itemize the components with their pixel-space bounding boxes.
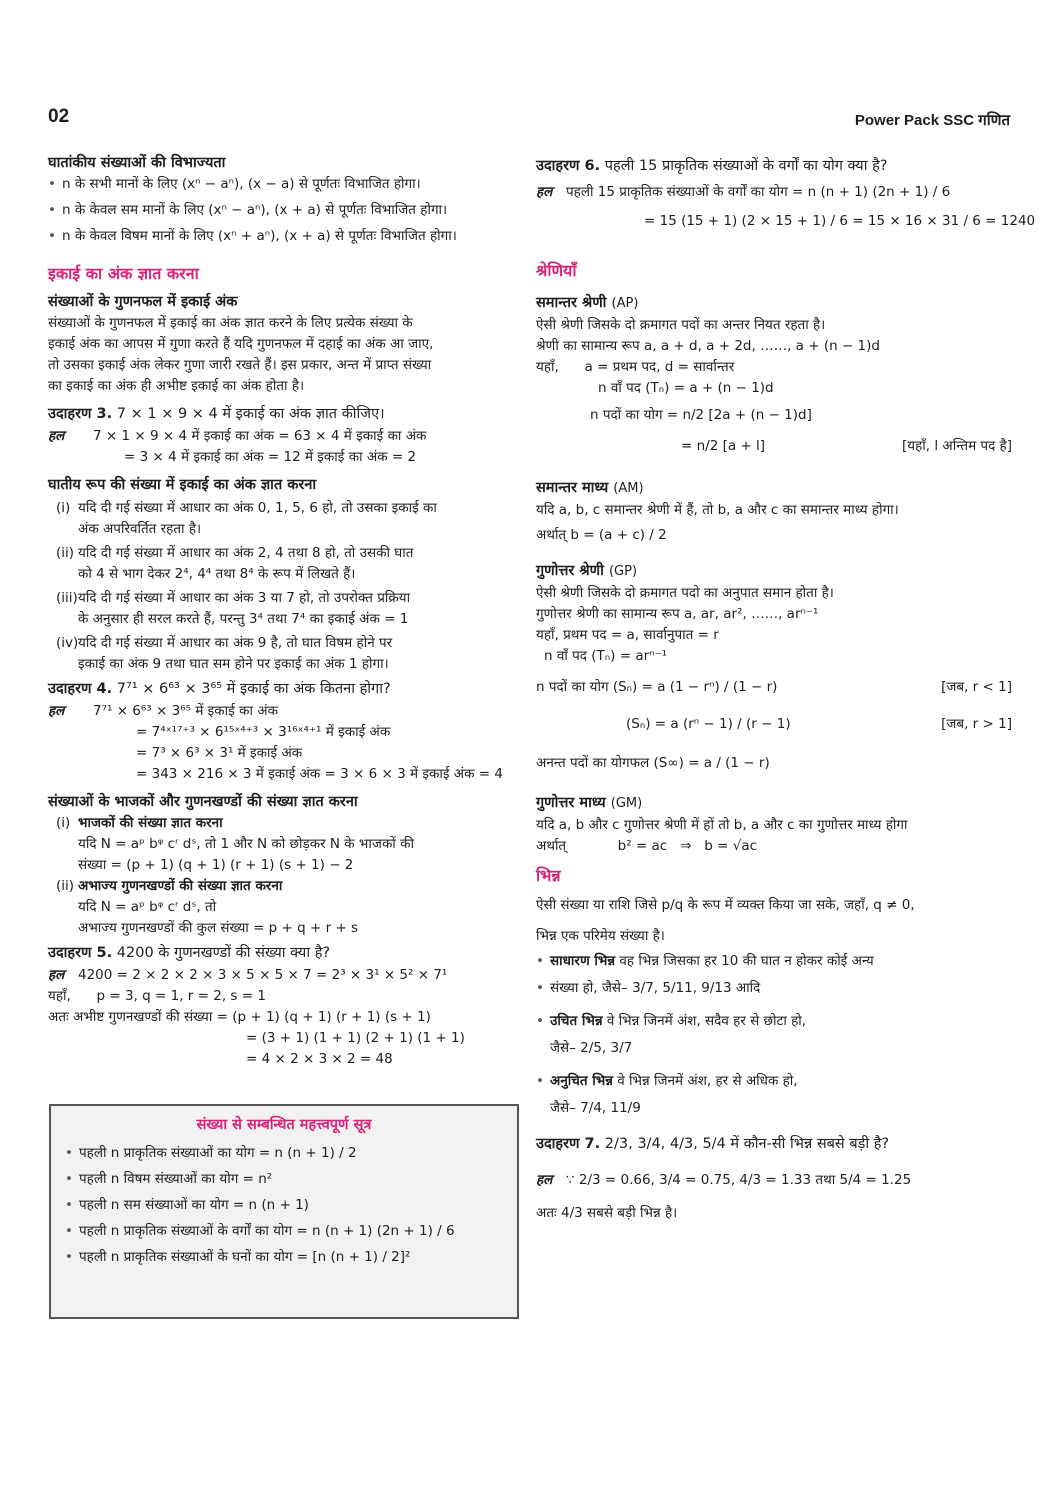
fraction-heading: भिन्न (536, 866, 561, 885)
paragraph-line: का इकाई का अंक ही अभीष्ट इकाई का अंक होता है। (48, 378, 305, 394)
ap-line: श्रेणी का सामान्य रूप a, a + d, a + 2d, ……, a + (n − 1)d (536, 338, 880, 354)
solution-line: = 343 × 216 × 3 में इकाई अंक = 3 × 6 × 3 में इकाई अंक = 4 (136, 766, 503, 782)
solution-text: 7⁷¹ × 6⁶³ × 3⁶⁵ में इकाई का अंक (93, 703, 278, 719)
rule-marker: (iv) (56, 635, 79, 651)
rule-marker: (iii) (56, 590, 78, 606)
rule-title: भाजकों की संख्या ज्ञात करना (78, 815, 223, 831)
gp-line: अनन्त पदों का योगफल (S∞) = a / (1 − r) (536, 755, 770, 771)
factor-line: यदि N = aᵖ bᵠ cʳ dˢ, तो 1 और N को छोड़कर N के भाजकों की (78, 836, 414, 852)
factor-line: अभाज्य गुणनखण्डों की कुल संख्या = p + q + r + s (78, 920, 359, 936)
solution-text: 4200 = 2 × 2 × 2 × 3 × 5 × 5 × 7 = 2³ × 3¹ × 5² × 7¹ (78, 967, 448, 983)
fraction-type-line: जैसे– 7/4, 11/9 (550, 1100, 641, 1116)
ap-abbr: (AP) (611, 296, 639, 311)
solution-line: = (3 + 1) (1 + 1) (2 + 1) (1 + 1) (246, 1030, 465, 1046)
fraction-type-line (536, 978, 1012, 999)
example-text: 4200 के गुणनखण्डों की संख्या क्या है? (116, 945, 331, 961)
formula-item: • पहली n सम संख्याओं का योग = n (n + 1) (65, 1192, 503, 1218)
rule-title: अभाज्य गुणनखण्डों की संख्या ज्ञात करना (78, 878, 283, 894)
example-label: उदाहरण 6. (536, 158, 601, 174)
gm-heading (536, 792, 1012, 815)
formula-item: • पहली n प्राकृतिक संख्याओं के घनों का योग = [n (n + 1) / 2]² (65, 1244, 503, 1270)
gp-sum-formula: n पदों का योग (Sₙ) = a (1 − rⁿ) / (1 − r) (536, 679, 778, 695)
divisibility-item: • n के सभी मानों के लिए (xⁿ − aⁿ), (x − a) से पूर्णतः विभाजित होगा। (48, 174, 523, 195)
book-title: Power Pack SSC गणित (854, 112, 1010, 129)
solution-line: = 3 × 4 में इकाई का अंक = 12 में इकाई का अंक = 2 (124, 449, 417, 465)
example-7 (536, 1133, 1012, 1156)
gp-line: ऐसी श्रेणी जिसके दो क्रमागत पदो का अनुपात समान होता है। (536, 585, 834, 601)
example-6 (536, 155, 1012, 178)
power-unit-heading: घातीय रूप की संख्या में इकाई का अंक ज्ञात करना (48, 477, 317, 493)
rule-text: यदि दी गई संख्या में आधार का अंक 3 या 7 हो, तो उपरोक्त प्रक्रिया (78, 590, 411, 606)
fraction-line: भिन्न एक परिमेय संख्या है। (536, 928, 665, 944)
solution-line: अतः 4/3 सबसे बड़ी भिन्न है। (536, 1205, 678, 1221)
gp-line: गुणोत्तर श्रेणी का सामान्य रूप a, ar, ar², ……, arⁿ⁻¹ (536, 606, 819, 622)
am-heading (536, 477, 1012, 500)
rule-text: इकाई का अंक 9 तथा घात सम होने पर इकाई का अंक 1 होगा। (78, 656, 389, 672)
am-abbr: (AM) (613, 481, 644, 496)
paragraph-line: तो उसका इकाई अंक लेकर गुणा जारी रखते हैं। इस प्रकार, अन्त में प्राप्त संख्या (48, 357, 432, 373)
formula-box-title: संख्या से सम्बन्धित महत्त्वपूर्ण सूत्र (196, 1117, 372, 1133)
left-column (48, 148, 523, 1070)
formula-item: • पहली n प्राकृतिक संख्याओं का योग = n (n + 1) / 2 (65, 1140, 503, 1166)
fraction-term: अनुचित भिन्न (550, 1073, 613, 1089)
rule-marker: (ii) (56, 545, 75, 561)
rule-line (48, 498, 523, 519)
factor-line: संख्या = (p + 1) (q + 1) (r + 1) (s + 1) − 2 (78, 857, 354, 873)
gp-note: [जब, r > 1] (941, 716, 1012, 732)
example-3 (48, 403, 523, 426)
ap-line (536, 436, 1012, 457)
paragraph-line: इकाई अंक का आपस में गुणा करते हैं यदि गुणनफल में दहाई का अंक आ जाए, (48, 336, 434, 352)
example-text: पहली 15 प्राकृतिक संख्याओं के वर्गों का योग क्या है? (604, 158, 888, 174)
solution-label: हल (536, 1172, 553, 1188)
gm-line: यदि a, b और c गुणोत्तर श्रेणी में हों तो b, a और c का गुणोत्तर माध्य होगा (536, 817, 908, 833)
solution-line (48, 426, 523, 447)
rule-marker: (i) (56, 500, 71, 516)
ap-note: [यहाँ, l अन्तिम पद है] (902, 438, 1012, 454)
series-heading: श्रेणियाँ (536, 261, 577, 280)
rule-text: यदि दी गई संख्या में आधार का अंक 9 है, तो घात विषम होने पर (78, 635, 393, 651)
gp-note: [जब, r < 1] (941, 679, 1012, 695)
rule-text: के अनुसार ही सरल करते हैं, परन्तु 3⁴ तथा 7⁴ का इकाई अंक = 1 (78, 611, 409, 627)
factors-heading: संख्याओं के भाजकों और गुणनखण्डों की संख्या ज्ञात करना (48, 794, 358, 810)
solution-line: = 7³ × 6³ × 3¹ में इकाई अंक (136, 745, 303, 761)
ap-line: यहाँ, a = प्रथम पद, d = सार्वान्तर (536, 359, 735, 375)
factor-rule (48, 876, 523, 897)
fraction-line: ऐसी संख्या या राशि जिसे p/q के रूप में व्यक्त किया जा सके, जहाँ, q ≠ 0, (536, 897, 915, 913)
gp-line (536, 677, 1012, 698)
rule-text: यदि दी गई संख्या में आधार का अंक 0, 1, 5, 6 हो, तो उसका इकाई का (78, 500, 437, 516)
ap-sum-formula: = n/2 [a + l] (681, 438, 766, 454)
factor-rule (48, 813, 523, 834)
fraction-type-line: जैसे– 2/5, 3/7 (550, 1040, 633, 1056)
rule-line (48, 543, 523, 564)
paragraph-line: संख्याओं के गुणनफल में इकाई का अंक ज्ञात करने के लिए प्रत्येक संख्या के (48, 315, 413, 331)
right-column (536, 152, 1036, 1224)
solution-text: 7 × 1 × 9 × 4 में इकाई का अंक = 63 × 4 में इकाई का अंक (93, 428, 427, 444)
example-label: उदाहरण 3. (48, 406, 113, 422)
unit-digit-heading: इकाई का अंक ज्ञात करना (48, 264, 199, 283)
solution-line (536, 1170, 1012, 1191)
rule-line (48, 564, 523, 585)
am-title: समान्तर माध्य (536, 480, 609, 496)
divisibility-item: • n के केवल सम मानों के लिए (xⁿ − aⁿ), (x + a) से पूर्णतः विभाजित होगा। (48, 200, 523, 221)
example-label: उदाहरण 4. (48, 681, 113, 697)
solution-label: हल (48, 428, 65, 444)
solution-line (536, 182, 1012, 203)
gp-heading (536, 560, 1012, 583)
rule-text: यदि दी गई संख्या में आधार का अंक 2, 4 तथा 8 हो, तो उसकी घात (78, 545, 414, 561)
rule-line (48, 588, 523, 609)
gm-abbr: (GM) (610, 796, 643, 811)
solution-label: हल (48, 703, 65, 719)
rule-line (48, 654, 523, 675)
solution-label: हल (536, 184, 553, 200)
gp-abbr: (GP) (608, 564, 638, 579)
ap-heading (536, 292, 1012, 315)
gp-line: यहाँ, प्रथम पद = a, सार्वानुपात = r (536, 627, 719, 643)
example-text: 7 × 1 × 9 × 4 में इकाई का अंक ज्ञात कीजिए। (116, 406, 385, 422)
solution-line (48, 965, 523, 986)
rule-line (48, 609, 523, 630)
am-line: अर्थात् b = (a + c) / 2 (536, 527, 667, 543)
gm-line: अर्थात् b² = ac ⇒ b = √ac (536, 838, 758, 854)
divisibility-title: घातांकीय संख्याओं की विभाज्यता (48, 155, 226, 171)
ap-line: ऐसी श्रेणी जिसके दो क्रमागत पदों का अन्तर नियत रहता है। (536, 317, 826, 333)
solution-line: = 4 × 2 × 3 × 2 = 48 (246, 1051, 393, 1067)
fraction-term: साधारण भिन्न (550, 953, 616, 969)
formula-item: • पहली n प्राकृतिक संख्याओं के वर्गों का योग = n (n + 1) (2n + 1) / 6 (65, 1218, 503, 1244)
fraction-desc: वे भिन्न जिनमें अंश, हर से अधिक हो, (617, 1073, 798, 1089)
solution-line (48, 701, 523, 722)
ap-line: n पदों का योग = n/2 [2a + (n − 1)d] (590, 407, 812, 423)
solution-text: पहली 15 प्राकृतिक संख्याओं के वर्गों का योग = n (n + 1) (2n + 1) / 6 (566, 184, 951, 200)
formula-box (49, 1104, 519, 1319)
fraction-term: उचित भिन्न (550, 1013, 603, 1029)
ap-line: n वाँ पद (Tₙ) = a + (n − 1)d (598, 380, 774, 396)
ap-title: समान्तर श्रेणी (536, 295, 607, 311)
fraction-type (536, 951, 1012, 972)
solution-text: ∵ 2/3 = 0.66, 3/4 = 0.75, 4/3 = 1.33 तथा 5/4 = 1.25 (566, 1172, 912, 1188)
fraction-desc: वह भिन्न जिसका हर 10 की घात न होकर कोई अन्य (619, 953, 874, 969)
solution-line: = 7⁴ˣ¹⁷⁺³ × 6¹⁵ˣ⁴⁺³ × 3¹⁶ˣ⁴⁺¹ में इकाई अंक (136, 724, 391, 740)
example-label: उदाहरण 5. (48, 945, 113, 961)
solution-line: अतः अभीष्ट गुणनखण्डों की संख्या = (p + 1) (q + 1) (r + 1) (s + 1) (48, 1009, 431, 1025)
rule-line (48, 633, 523, 654)
example-label: उदाहरण 7. (536, 1136, 601, 1152)
gp-sum-formula: (Sₙ) = a (rⁿ − 1) / (r − 1) (626, 716, 791, 732)
rule-text: को 4 से भाग देकर 2⁴, 4⁴ तथा 8⁴ के रूप में लिखते हैं। (78, 566, 356, 582)
fraction-type (536, 1071, 1012, 1092)
fraction-desc: वे भिन्न जिनमें अंश, सदैव हर से छोटा हो, (606, 1013, 807, 1029)
rule-marker: (i) (56, 815, 71, 831)
gp-line: n वाँ पद (Tₙ) = arⁿ⁻¹ (544, 648, 668, 664)
unit-digit-subheading: संख्याओं के गुणनफल में इकाई अंक (48, 294, 238, 310)
gm-title: गुणोत्तर माध्य (536, 795, 606, 811)
gp-title: गुणोत्तर श्रेणी (536, 563, 604, 579)
example-text: 2/3, 3/4, 4/3, 5/4 में कौन-सी भिन्न सबसे बड़ी है? (604, 1136, 890, 1152)
solution-line: = 15 (15 + 1) (2 × 15 + 1) / 6 = 15 × 16 × 31 / 6 = 1240 (644, 213, 1036, 229)
example-text: 7⁷¹ × 6⁶³ × 3⁶⁵ में इकाई का अंक कितना होगा? (116, 681, 391, 697)
am-line: यदि a, b, c समान्तर श्रेणी में हैं, तो b, a और c का समान्तर माध्य होगा। (536, 502, 899, 518)
rule-line (48, 519, 523, 540)
divisibility-item: • n के केवल विषम मानों के लिए (xⁿ + aⁿ), (x + a) से पूर्णतः विभाजित होगा। (48, 226, 523, 247)
gp-line (536, 714, 1012, 735)
page-number: 02 (48, 106, 70, 127)
fraction-example: संख्या हो, जैसे– 3/7, 5/11, 9/13 आदि (550, 980, 761, 996)
formula-item: • पहली n विषम संख्याओं का योग = n² (65, 1166, 503, 1192)
fraction-type (536, 1011, 1012, 1032)
rule-text: अंक अपरिवर्तित रहता है। (78, 521, 202, 537)
solution-line: यहाँ, p = 3, q = 1, r = 2, s = 1 (48, 988, 266, 1004)
rule-marker: (ii) (56, 878, 75, 894)
solution-label: हल (48, 967, 65, 983)
example-4 (48, 678, 523, 701)
example-5 (48, 942, 523, 965)
factor-line: यदि N = aᵖ bᵠ cʳ dˢ, तो (78, 899, 217, 915)
